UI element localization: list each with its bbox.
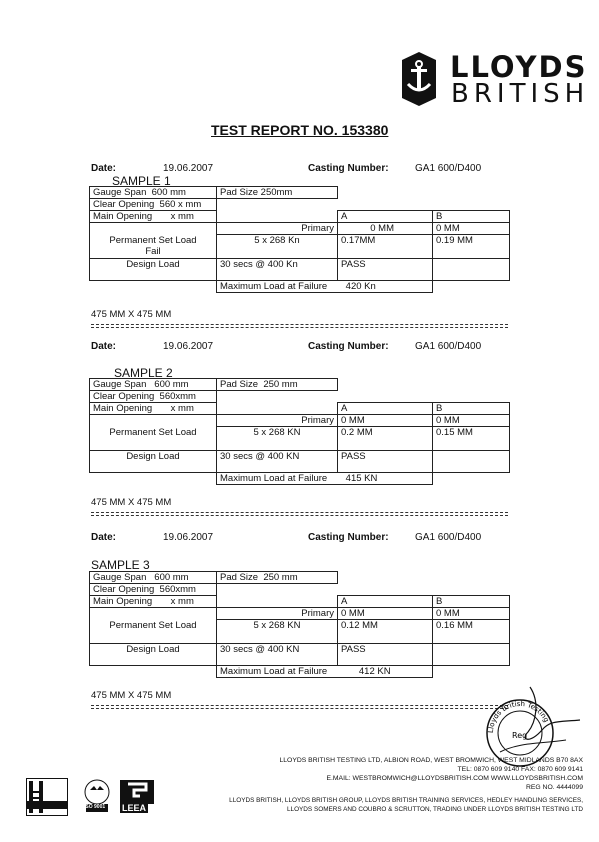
permanent-set-b: 0.16 MM: [433, 620, 510, 644]
col-b-header: B: [433, 211, 510, 223]
report-title: TEST REPORT NO. 153380: [211, 122, 389, 138]
col-b-header: B: [433, 596, 510, 608]
logo-line2: BRITISH: [451, 79, 590, 109]
permanent-set-load-label: Permanent Set Load Fail: [90, 235, 217, 259]
sample-title: SAMPLE 2: [114, 366, 173, 380]
casting-number-label: Casting Number:: [308, 163, 389, 174]
sample-title: SAMPLE 1: [112, 174, 171, 188]
date-value: 19.06.2007: [163, 341, 214, 352]
gauge-span-cell: Gauge Span 600 mm: [90, 572, 217, 584]
max-load-cell: Maximum Load at Failure 415 KN: [217, 473, 433, 485]
cert-logo-ehca: [26, 778, 68, 816]
separator-rule: [91, 705, 508, 706]
size-note: 475 MM X 475 MM: [91, 690, 172, 701]
design-load-label: Design Load: [90, 451, 217, 473]
clear-opening-cell: Clear Opening 560xmm: [90, 391, 217, 403]
primary-label: Primary: [217, 608, 338, 620]
iso-label: ISO 9001: [84, 804, 106, 810]
leea-label: LEEA: [122, 803, 147, 813]
casting-number-value: GA1 600/D400: [415, 341, 482, 352]
permanent-set-load-value: 5 x 268 Kn: [217, 235, 338, 259]
separator-rule: [91, 708, 508, 709]
separator-rule: [91, 512, 508, 513]
cert-logo-quality: [80, 778, 114, 814]
design-load-result: PASS: [338, 259, 433, 281]
casting-number-label: Casting Number:: [308, 532, 389, 543]
separator-rule: [91, 324, 508, 325]
footer-email: E.MAIL: WESTBROMWICH@LLOYDSBRITISH.COM WWW.LLOYDSBRITISH.COM: [326, 775, 583, 782]
pad-size-cell: Pad Size 250 mm: [217, 572, 338, 584]
gauge-span-cell: Gauge Span 600 mm: [90, 187, 217, 199]
date-label: Date:: [91, 163, 117, 174]
permanent-set-a: 0.12 MM: [338, 620, 433, 644]
main-opening-cell: Main Opening x mm: [90, 403, 217, 415]
sample-table: [89, 378, 510, 485]
primary-b: 0 MM: [433, 608, 510, 620]
clear-opening-cell: Clear Opening 560xmm: [90, 584, 217, 596]
clear-opening-cell: Clear Opening 560 x mm: [90, 199, 217, 211]
primary-label: Primary: [217, 223, 338, 235]
primary-a: 0 MM: [338, 415, 433, 427]
col-a-header: A: [338, 211, 433, 223]
design-load-result: PASS: [338, 644, 433, 666]
col-a-header: A: [338, 403, 433, 415]
pad-size-cell: Pad Size 250 mm: [217, 379, 338, 391]
separator-rule: [91, 327, 508, 328]
col-b-header: B: [433, 403, 510, 415]
size-note: 475 MM X 475 MM: [91, 497, 172, 508]
casting-number-label: Casting Number:: [308, 341, 389, 352]
company-logo: [398, 50, 590, 109]
design-load-value: 30 secs @ 400 KN: [217, 451, 338, 473]
casting-number-value: GA1 600/D400: [415, 163, 482, 174]
design-load-value: 30 secs @ 400 Kn: [217, 259, 338, 281]
main-opening-cell: Main Opening x mm: [90, 596, 217, 608]
primary-label: Primary: [217, 415, 338, 427]
design-load-label: Design Load: [90, 259, 217, 281]
primary-a: 0 MM: [338, 608, 433, 620]
primary-b: 0 MM: [433, 223, 510, 235]
size-note: 475 MM X 475 MM: [91, 309, 172, 320]
casting-number-value: GA1 600/D400: [415, 532, 482, 543]
permanent-set-load-label: Permanent Set Load: [90, 620, 217, 644]
footer-tel: TEL: 0870 609 9140 FAX: 0870 609 9141: [457, 766, 583, 773]
max-load-cell: Maximum Load at Failure 420 Kn: [217, 281, 433, 293]
date-label: Date:: [91, 532, 117, 543]
permanent-set-load-value: 5 x 268 KN: [217, 620, 338, 644]
cert-logo-leea: [120, 780, 154, 814]
svg-text:Reg: Reg: [512, 731, 528, 740]
footer-companies-1: LLOYDS BRITISH, LLOYDS BRITISH GROUP, LLOYDS BRITISH TRAINING SERVICES, HEDLEY HANDLING SERVICES,: [229, 797, 583, 804]
primary-b: 0 MM: [433, 415, 510, 427]
permanent-set-load-value: 5 x 268 KN: [217, 427, 338, 451]
permanent-set-b: 0.19 MM: [433, 235, 510, 259]
date-label: Date:: [91, 341, 117, 352]
footer-reg: REG NO. 4444099: [525, 784, 583, 791]
footer-address: LLOYDS BRITISH TESTING LTD, ALBION ROAD, WEST BROMWICH, WEST MIDLANDS B70 8AX: [279, 757, 583, 764]
footer-companies-2: LLOYDS SOMERS AND COUBRO & SCRUTTON, TRADING UNDER LLOYDS BRITISH TESTING LTD: [286, 806, 583, 813]
permanent-set-a: 0.17MM: [338, 235, 433, 259]
max-load-cell: Maximum Load at Failure 412 KN: [217, 666, 433, 678]
date-value: 19.06.2007: [163, 163, 214, 174]
primary-a: 0 MM: [338, 223, 433, 235]
sample-table: [89, 571, 510, 678]
sample-title: SAMPLE 3: [91, 558, 150, 572]
separator-rule: [91, 515, 508, 516]
design-load-result: PASS: [338, 451, 433, 473]
gauge-span-cell: Gauge Span 600 mm: [90, 379, 217, 391]
design-load-label: Design Load: [90, 644, 217, 666]
permanent-set-b: 0.15 MM: [433, 427, 510, 451]
anchor-shield-icon: [398, 52, 440, 106]
pad-size-cell: Pad Size 250mm: [217, 187, 338, 199]
date-value: 19.06.2007: [163, 532, 214, 543]
permanent-set-a: 0.2 MM: [338, 427, 433, 451]
permanent-set-load-label: Permanent Set Load: [90, 427, 217, 451]
sample-table: [89, 186, 510, 293]
hook-icon: [120, 780, 154, 804]
col-a-header: A: [338, 596, 433, 608]
design-load-value: 30 secs @ 400 KN: [217, 644, 338, 666]
svg-text:Lloyds British Testing: Lloyds British Testing: [486, 699, 551, 734]
main-opening-cell: Main Opening x mm: [90, 211, 217, 223]
logo-line1: LLOYDS: [450, 50, 588, 84]
